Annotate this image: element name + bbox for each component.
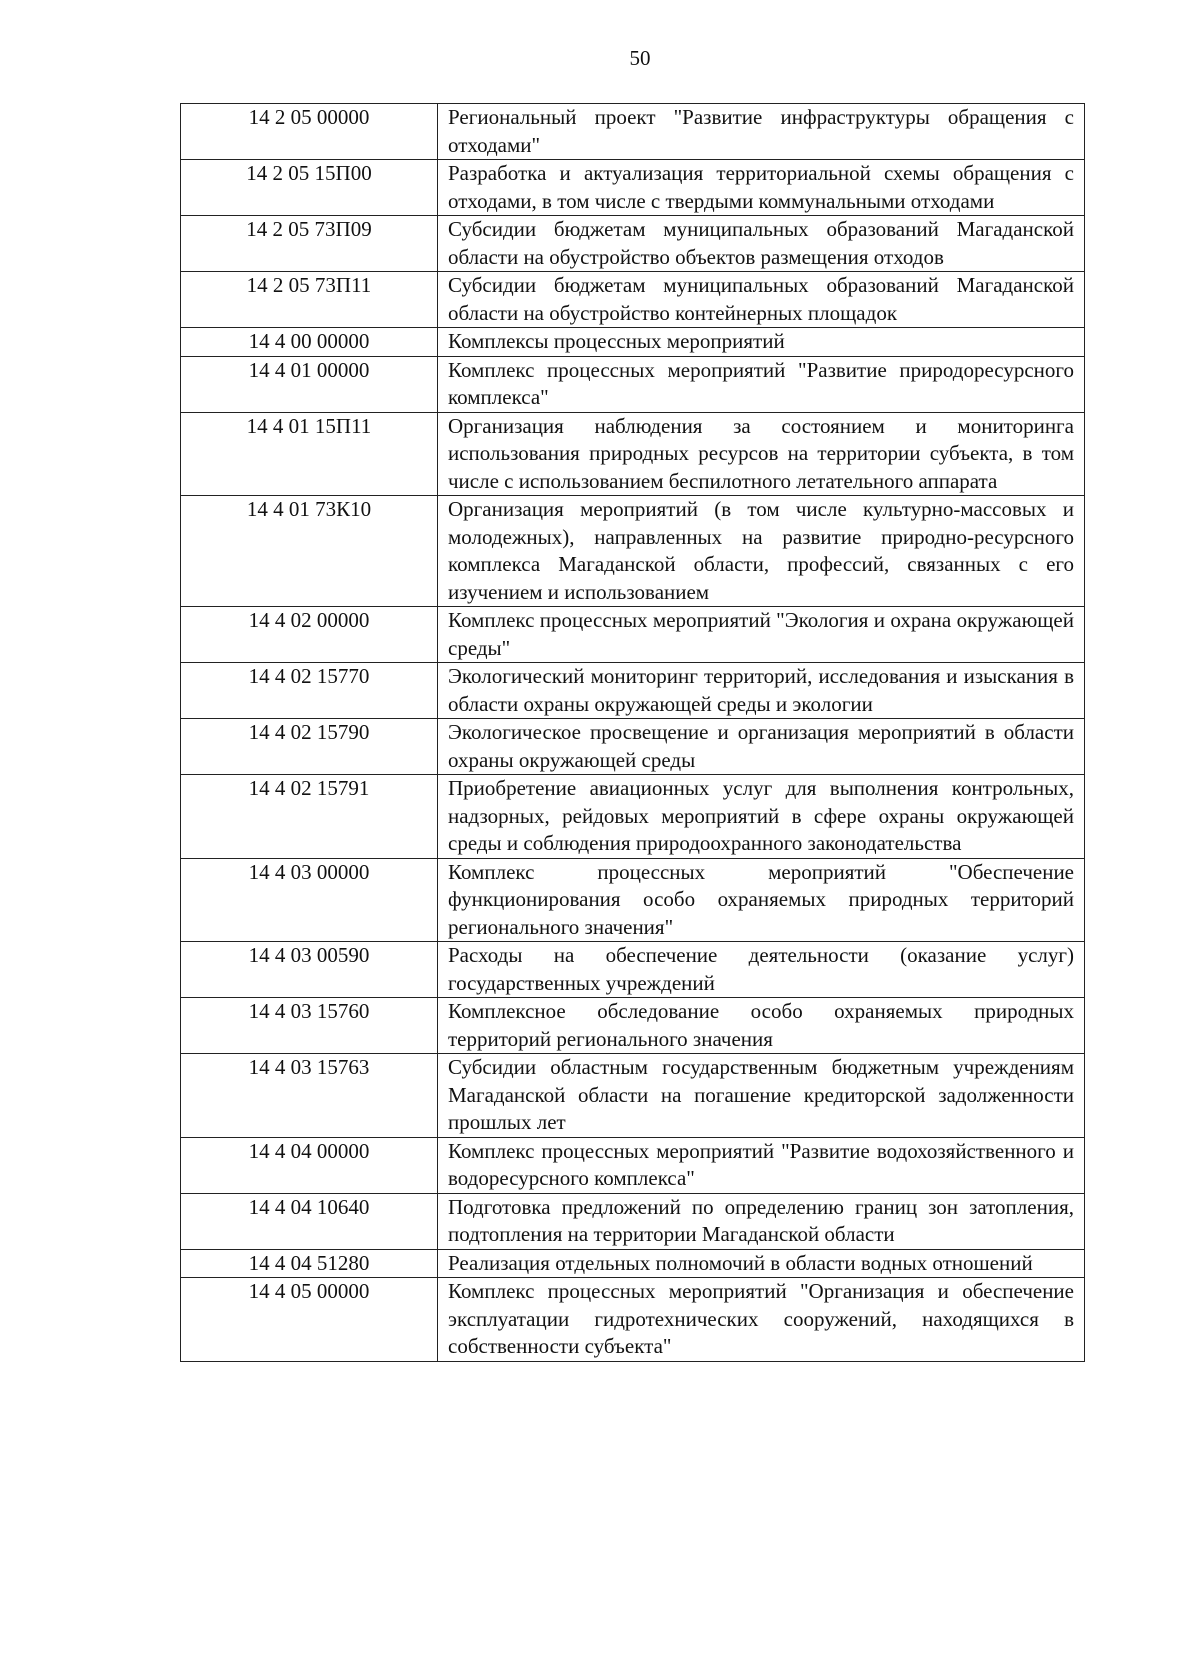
- classification-code-cell: 14 2 05 00000: [181, 104, 438, 160]
- table-row: [181, 607, 1085, 663]
- description-cell: Реализация отдельных полномочий в области водных отношений: [438, 1249, 1085, 1278]
- table-row: [181, 496, 1085, 607]
- table-row: [181, 1137, 1085, 1193]
- table-row: [181, 272, 1085, 328]
- classification-code-cell: 14 4 03 00590: [181, 942, 438, 998]
- description-cell: Организация мероприятий (в том числе культурно-массовых и молодежных), направленных на развитие природно-ресурсного комплекса Магаданской области, профессий, связанных с его изучением и использованием: [438, 496, 1085, 607]
- table-row: [181, 1278, 1085, 1362]
- description-cell: Комплекс процессных мероприятий "Организация и обеспечение эксплуатации гидротехнических сооружений, находящихся в собственности субъекта": [438, 1278, 1085, 1362]
- classification-code-cell: 14 2 05 73П09: [181, 216, 438, 272]
- classification-code-cell: 14 4 03 15763: [181, 1054, 438, 1138]
- classification-code-cell: 14 4 00 00000: [181, 328, 438, 357]
- classification-code-cell: 14 4 01 73К10: [181, 496, 438, 607]
- description-cell: Расходы на обеспечение деятельности (оказание услуг) государственных учреждений: [438, 942, 1085, 998]
- table-row: [181, 216, 1085, 272]
- table-row: [181, 328, 1085, 357]
- classification-code-cell: 14 4 03 00000: [181, 858, 438, 942]
- table-row: [181, 104, 1085, 160]
- description-cell: Организация наблюдения за состоянием и мониторинга использования природных ресурсов на территории субъекта, в том числе с использованием беспилотного летательного аппарата: [438, 412, 1085, 496]
- classification-code-cell: 14 4 03 15760: [181, 998, 438, 1054]
- table-body: [181, 104, 1085, 1362]
- description-cell: Субсидии областным государственным бюджетным учреждениям Магаданской области на погашение кредиторской задолженности прошлых лет: [438, 1054, 1085, 1138]
- table-row: [181, 1249, 1085, 1278]
- description-cell: Комплекс процессных мероприятий "Обеспечение функционирования особо охраняемых природных территорий регионального значения": [438, 858, 1085, 942]
- classification-code-cell: 14 4 01 15П11: [181, 412, 438, 496]
- classification-code-cell: 14 4 04 00000: [181, 1137, 438, 1193]
- table-row: [181, 858, 1085, 942]
- classification-code-cell: 14 4 02 00000: [181, 607, 438, 663]
- description-cell: Субсидии бюджетам муниципальных образований Магаданской области на обустройство контейнерных площадок: [438, 272, 1085, 328]
- description-cell: Подготовка предложений по определению границ зон затопления, подтопления на территории Магаданской области: [438, 1193, 1085, 1249]
- table-row: [181, 412, 1085, 496]
- table-row: [181, 1054, 1085, 1138]
- classification-code-cell: 14 4 02 15770: [181, 663, 438, 719]
- classification-code-cell: 14 2 05 73П11: [181, 272, 438, 328]
- description-cell: Комплекс процессных мероприятий "Развитие природоресурсного комплекса": [438, 356, 1085, 412]
- description-cell: Экологический мониторинг территорий, исследования и изыскания в области охраны окружающей среды и экологии: [438, 663, 1085, 719]
- table-row: [181, 1193, 1085, 1249]
- description-cell: Субсидии бюджетам муниципальных образований Магаданской области на обустройство объектов размещения отходов: [438, 216, 1085, 272]
- description-cell: Разработка и актуализация территориальной схемы обращения с отходами, в том числе с твердыми коммунальными отходами: [438, 160, 1085, 216]
- description-cell: Приобретение авиационных услуг для выполнения контрольных, надзорных, рейдовых мероприятий в сфере охраны окружающей среды и соблюдения природоохранного законодательства: [438, 775, 1085, 859]
- classification-code-cell: 14 4 04 10640: [181, 1193, 438, 1249]
- description-cell: Комплексное обследование особо охраняемых природных территорий регионального значения: [438, 998, 1085, 1054]
- description-cell: Комплекс процессных мероприятий "Развитие водохозяйственного и водоресурсного комплекса": [438, 1137, 1085, 1193]
- table-row: [181, 719, 1085, 775]
- classification-code-cell: 14 4 02 15791: [181, 775, 438, 859]
- description-cell: Экологическое просвещение и организация мероприятий в области охраны окружающей среды: [438, 719, 1085, 775]
- table-row: [181, 775, 1085, 859]
- description-cell: Региональный проект "Развитие инфраструктуры обращения с отходами": [438, 104, 1085, 160]
- table-row: [181, 942, 1085, 998]
- page-number: 50: [629, 46, 651, 70]
- classification-code-cell: 14 4 02 15790: [181, 719, 438, 775]
- description-cell: Комплексы процессных мероприятий: [438, 328, 1085, 357]
- table-row: [181, 160, 1085, 216]
- classification-code-cell: 14 4 05 00000: [181, 1278, 438, 1362]
- table-row: [181, 998, 1085, 1054]
- classification-code-cell: 14 4 01 00000: [181, 356, 438, 412]
- table-row: [181, 356, 1085, 412]
- classification-code-cell: 14 4 04 51280: [181, 1249, 438, 1278]
- description-cell: Комплекс процессных мероприятий "Экология и охрана окружающей среды": [438, 607, 1085, 663]
- budget-classification-table: [180, 103, 1085, 1362]
- classification-code-cell: 14 2 05 15П00: [181, 160, 438, 216]
- table-row: [181, 663, 1085, 719]
